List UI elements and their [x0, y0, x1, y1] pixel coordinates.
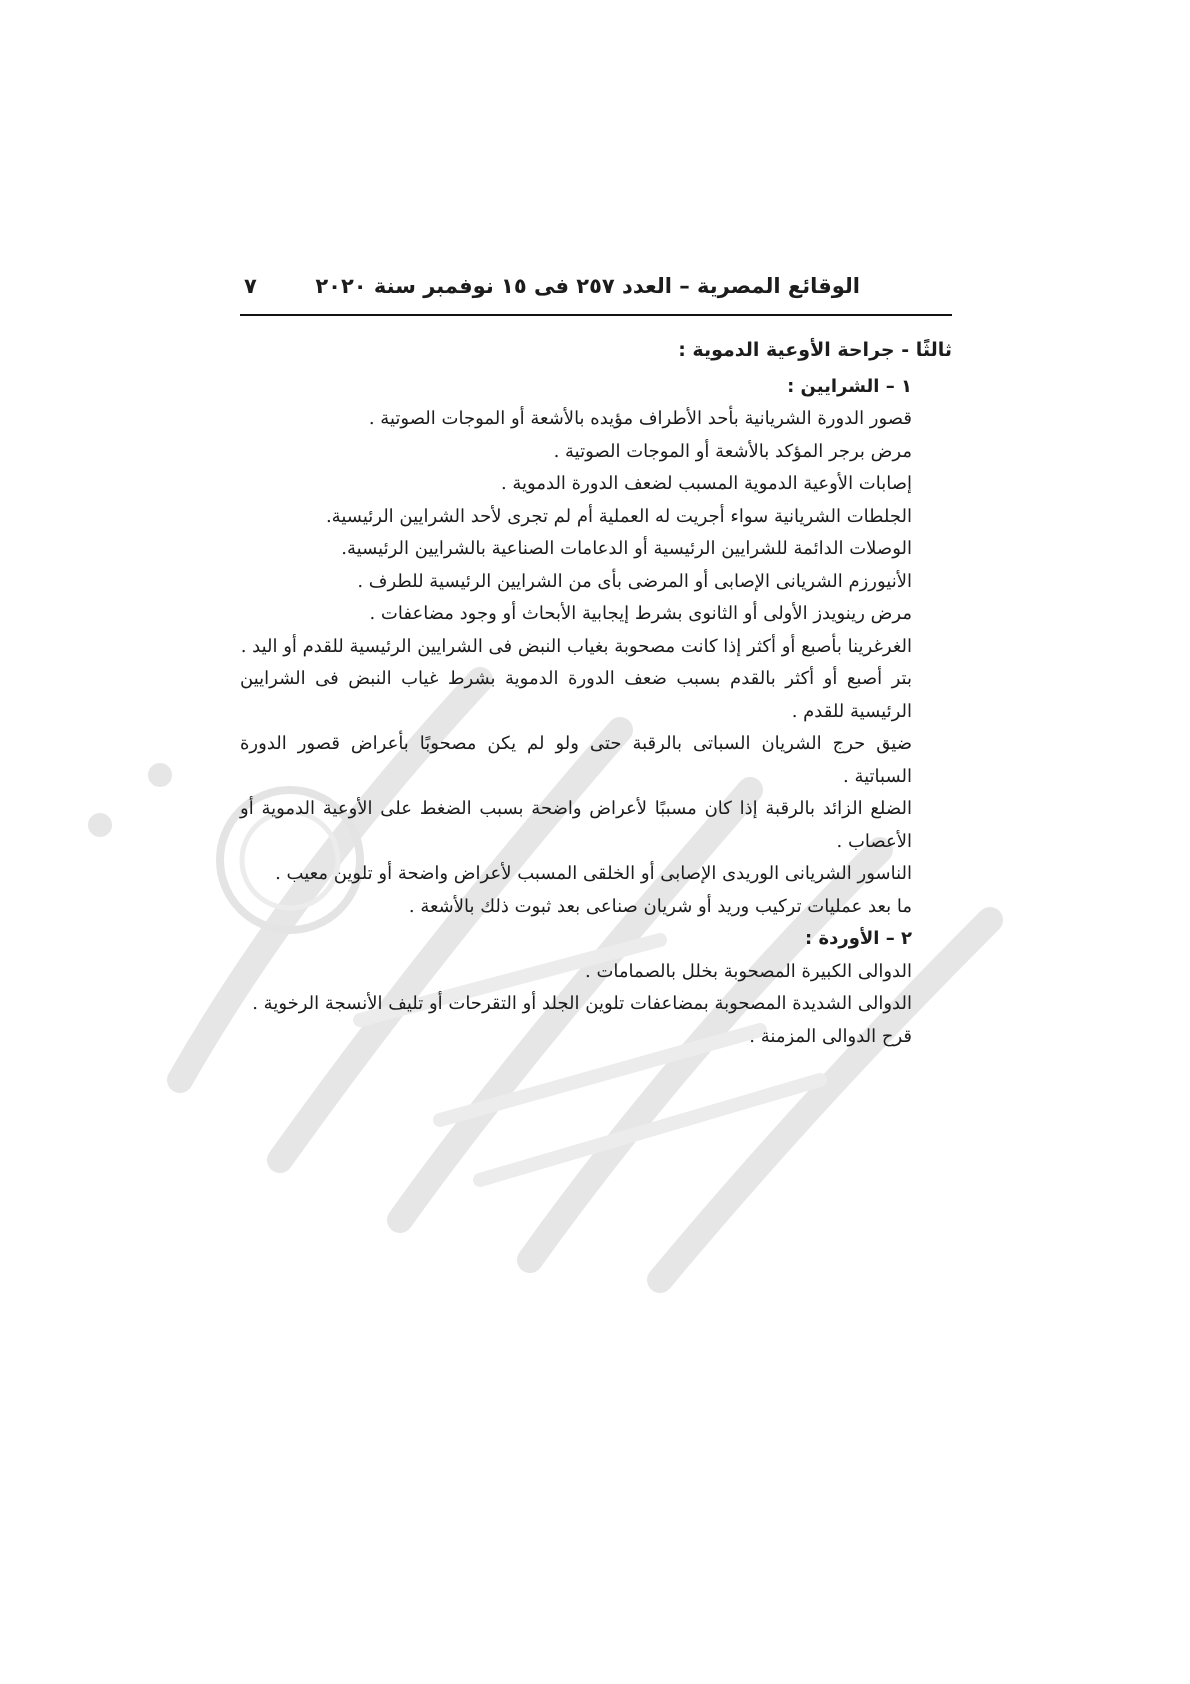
veins-heading: ٢ – الأوردة : — [805, 928, 912, 949]
gazette-title: الوقائع المصرية – العدد ٢٥٧ فى ١٥ نوفمبر سنة ٢٠٢٠ — [315, 274, 860, 298]
list-item: الضلع الزائد بالرقبة إذا كان مسببًا لأعراض واضحة بسبب الضغط على الأوعية الدموية أو الأعصاب . — [240, 798, 912, 852]
list-item: قرح الدوالى المزمنة . — [749, 1025, 912, 1047]
list-item: الوصلات الدائمة للشرايين الرئيسية أو الدعامات الصناعية بالشرايين الرئيسية. — [341, 538, 912, 559]
list-item: الدوالى الشديدة المصحوبة بمضاعفات تلوين الجلد أو التقرحات أو تليف الأنسجة الرخوية . — [252, 993, 912, 1014]
page-header — [240, 268, 952, 316]
list-item: مرض برجر المؤكد بالأشعة أو الموجات الصوتية . — [553, 440, 912, 462]
list-item: ضيق حرج الشريان السباتى بالرقبة حتى ولو لم يكن مصحوبًا بأعراض قصور الدورة السباتية . — [240, 733, 912, 787]
list-item: قصور الدورة الشريانية بأحد الأطراف مؤيده بالأشعة أو الموجات الصوتية . — [368, 408, 912, 429]
list-item: بتر أصبع أو أكثر بالقدم بسبب ضعف الدورة الدموية بشرط غياب النبض فى الشرايين الرئيسية للقدم . — [240, 668, 912, 722]
document-body — [240, 334, 952, 1053]
list-item: الجلطات الشريانية سواء أجريت له العملية أم لم تجرى لأحد الشرايين الرئيسية. — [325, 505, 912, 527]
list-item: الناسور الشريانى الوريدى الإصابى أو الخلقى المسبب لأعراض واضحة أو تلوين معيب . — [275, 863, 912, 884]
page-number: ٧ — [244, 274, 257, 298]
section-title: ثالثًا - جراحة الأوعية الدموية : — [678, 339, 952, 361]
list-item: الدوالى الكبيرة المصحوبة بخلل بالصمامات . — [585, 960, 912, 982]
list-item: ما بعد عمليات تركيب وريد أو شريان صناعى بعد ثبوت ذلك بالأشعة . — [408, 895, 912, 917]
gazette-page — [240, 268, 952, 1053]
list-item: الغرغرينا بأصبع أو أكثر إذا كانت مصحوبة بغياب النبض فى الشرايين الرئيسية للقدم أو اليد . — [240, 635, 912, 657]
list-item: مرض رينويدز الأولى أو الثانوى بشرط إيجابية الأبحاث أو وجود مضاعفات . — [369, 603, 912, 624]
arteries-heading: ١ – الشرايين : — [787, 375, 912, 397]
list-item: إصابات الأوعية الدموية المسبب لضعف الدورة الدموية . — [500, 473, 912, 494]
list-item: الأنيورزم الشريانى الإصابى أو المرضى بأى من الشرايين الرئيسية للطرف . — [357, 570, 912, 592]
